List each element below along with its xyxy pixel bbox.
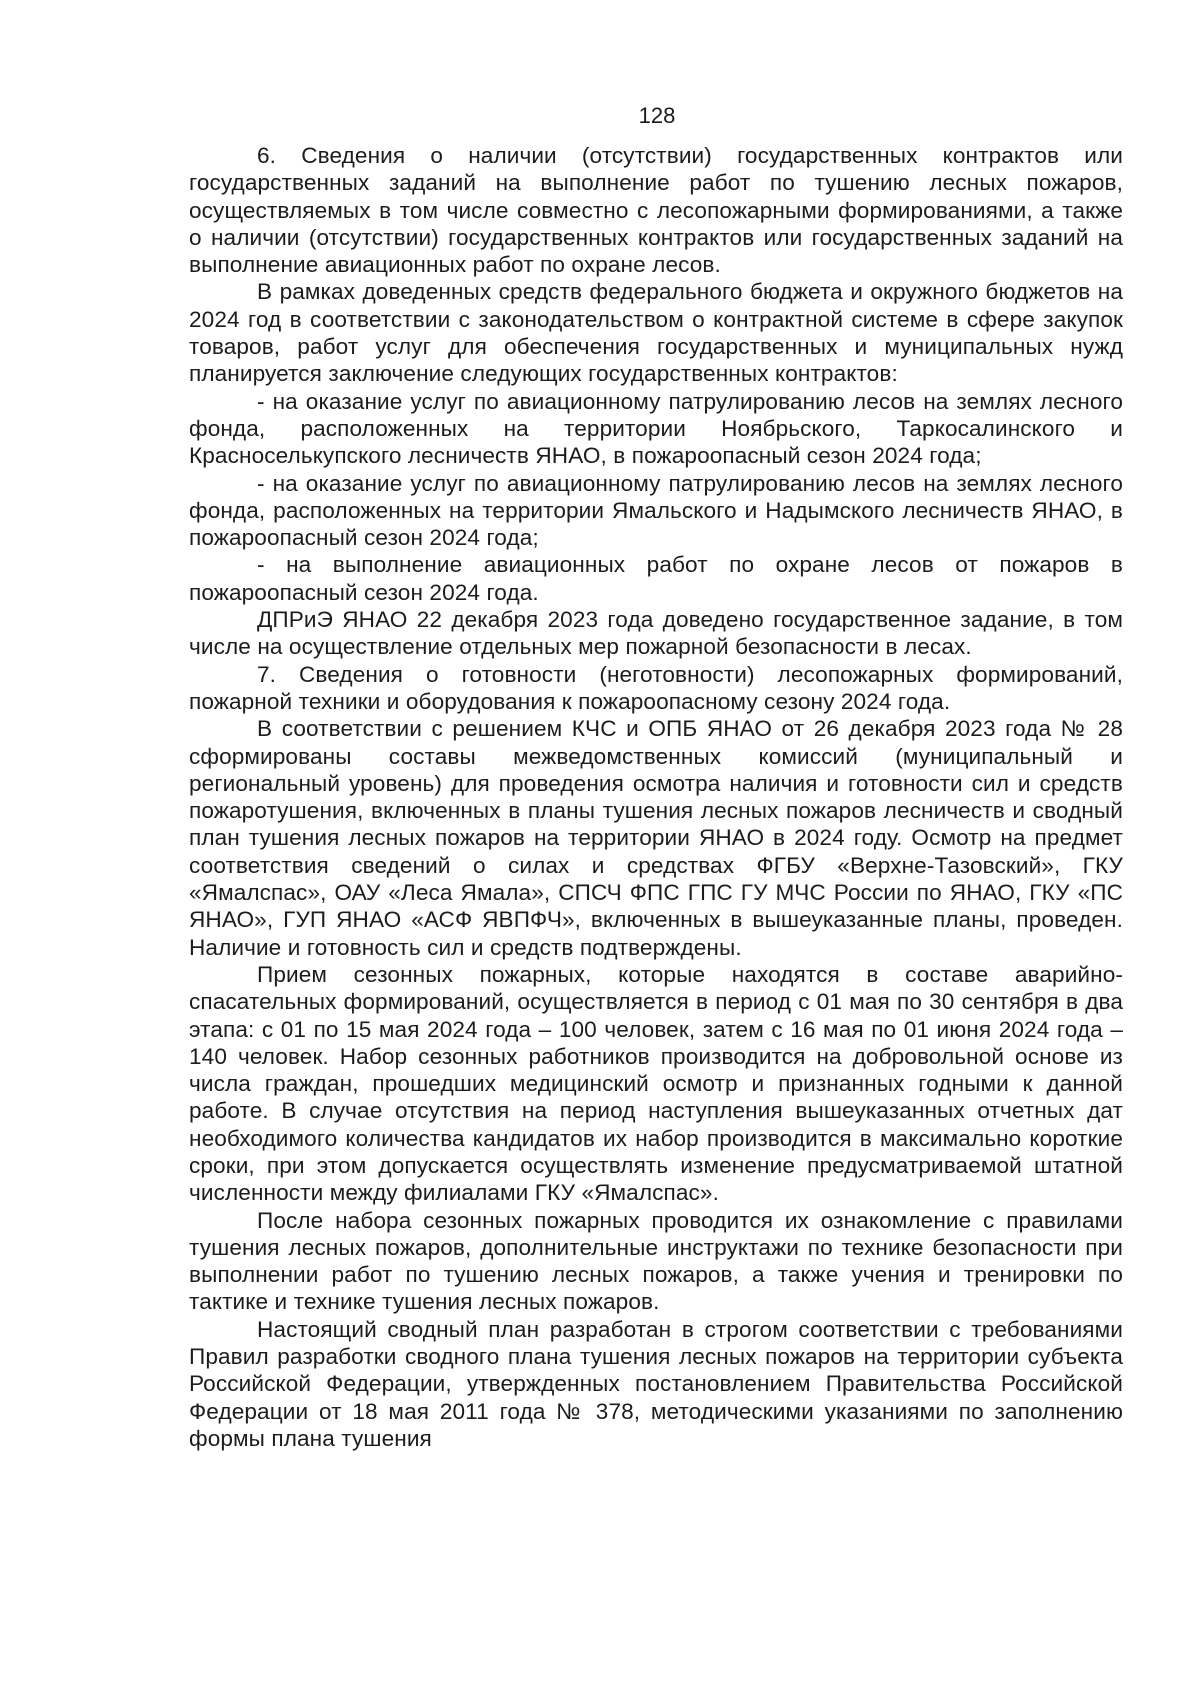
document-body: [189, 142, 1123, 1452]
list-item-contract-2: - на оказание услуг по авиационному патрулированию лесов на землях лесного фонда, расположенных на территории Ямальского и Надымского лесничеств ЯНАО, в пожароопасный сезон 2024 года;: [189, 470, 1123, 551]
paragraph-section-6-heading: 6. Сведения о наличии (отсутствии) государственных контрактов или государственных заданий на выполнение работ по тушению лесных пожаров, осуществляемых в том числе совместно с лесопожарными формированиями, а также о наличии (отсутствии) государственных контрактов или государственных заданий на выполнение авиационных работ по охране лесов.: [189, 143, 1123, 278]
list-item-contract-1: - на оказание услуг по авиационному патрулированию лесов на землях лесного фонда, расположенных на территории Ноябрьского, Таркосалинского и Красноселькупского лесничеств ЯНАО, в пожароопасный сезон 2024 года;: [189, 388, 1123, 469]
paragraph-budget-contracts: В рамках доведенных средств федерального бюджета и окружного бюджетов на 2024 год в соответствии с законодательством о контрактной системе в сфере закупок товаров, работ услуг для обеспечения государственных и муниципальных нужд планируется заключение следующих государственных контрактов:: [189, 279, 1123, 387]
list-item-contract-3: - на выполнение авиационных работ по охране лесов от пожаров в пожароопасный сезон 2024 года.: [189, 552, 1123, 605]
paragraph-commission-decision: В соответствии с решением КЧС и ОПБ ЯНАО от 26 декабря 2023 года № 28 сформированы составы межведомственных комиссий (муниципальный и региональный уровень) для проведения осмотра наличия и готовности сил и средств пожаротушения, включенных в планы тушения лесных пожаров лесничеств и сводный план тушения лесных пожаров на территории ЯНАО в 2024 году. Осмотр на предмет соответствия сведений о силах и средствах ФГБУ «Верхне-Тазовский», ГКУ «Ямалспас», ОАУ «Леса Ямала», СПСЧ ФПС ГПС ГУ МЧС России по ЯНАО, ГКУ «ПС ЯНАО», ГУП ЯНАО «АСФ ЯВПФЧ», включенных в вышеуказанные планы, проведен. Наличие и готовность сил и средств подтверждены.: [189, 716, 1123, 960]
paragraph-state-task: ДПРиЭ ЯНАО 22 декабря 2023 года доведено государственное задание, в том числе на осуществление отдельных мер пожарной безопасности в лесах.: [189, 607, 1123, 660]
paragraph-section-7-heading: 7. Сведения о готовности (неготовности) лесопожарных формирований, пожарной техники и оборудования к пожароопасному сезону 2024 года.: [189, 661, 1123, 714]
page-number: 128: [638, 103, 676, 128]
paragraph-plan-compliance: Настоящий сводный план разработан в строгом соответствии с требованиями Правил разработки сводного плана тушения лесных пожаров на территории субъекта Российской Федерации, утвержденных постановлением Правительства Российской Федерации от 18 мая 2011 года № 378, методическими указаниями по заполнению формы плана тушения: [189, 1316, 1123, 1451]
paragraph-seasonal-firefighters: Прием сезонных пожарных, которые находятся в составе аварийно-спасательных формирований, осуществляется в период с 01 мая по 30 сентября в два этапа: с 01 по 15 мая 2024 года – 100 человек, затем с 16 мая по 01 июня 2024 года – 140 человек. Набор сезонных работников производится на добровольной основе из числа граждан, прошедших медицинский осмотр и признанных годными к данной работе. В случае отсутствия на период наступления вышеуказанных отчетных дат необходимого количества кандидатов их набор производится в максимально короткие сроки, при этом допускается осуществлять изменение предусматриваемой штатной численности между филиалами ГКУ «Ямалспас».: [189, 961, 1123, 1206]
paragraph-training: После набора сезонных пожарных проводится их ознакомление с правилами тушения лесных пожаров, дополнительные инструктажи по технике безопасности при выполнении работ по тушению лесных пожаров, а также учения и тренировки по тактике и технике тушения лесных пожаров.: [189, 1207, 1123, 1315]
